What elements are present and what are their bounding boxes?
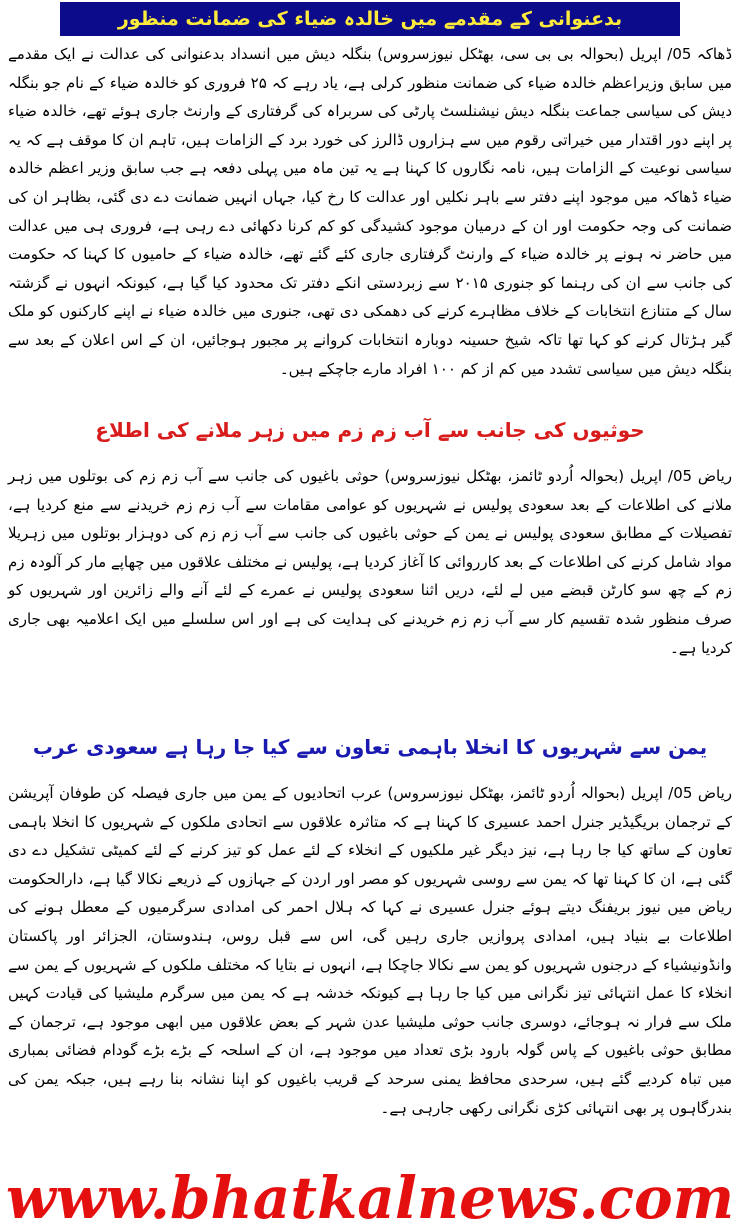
article-body-yemen: ریاض 05/ اپریل (بحوالہ اُردو ٹائمز، بھٹکل نیوزسروس) عرب اتحادیوں کے یمن میں جاری فیصلہ کن طوفان آپریشن کے ترجمان بریگیڈیر جنرل احمد عسیری کا کہنا ہے کہ متاثرہ علاقوں سے اتحادی ملکوں کے شہریوں کا انخلا باہمی تعاون کے ساتھ کیا جا رہا ہے، نیز دیگر غیر ملکیوں کے انخلاء کے لئے عمل کو تیز کرنے کے لئے کمیٹی تشکیل دے دی گئی ہے، ان کا کہنا تھا کہ یمن سے روسی شہریوں کو مصر اور اردن کے جہازوں کے ذریعے نکالا گیا ہے، دارالحکومت ریاض میں نیوز بریفنگ دیتے ہوئے جنرل عسیری نے کہا کہ ہلال احمر کی امدادی سرگرمیوں کے معطل ہونے کی اطلاعات بے بنیاد ہیں، امدادی پروازیں جاری رہیں گی، اس سے قبل روس، ہندوستان، الجزائر اور پاکستان وانڈونیشیاء کے درجنوں شہریوں کو یمن سے نکالا جاچکا ہے، انہوں نے بتایا کہ مختلف ملکوں کے شہریوں کے یمن سے انخلاء کا عمل انتہائی تیز نگرانی میں کیا جا رہا ہے کیونکہ خدشہ ہے کہ یمن میں سرگرم ملیشیا کی قیادت کہیں ملک سے فرار نہ ہوجائے، دوسری جانب حوثی ملیشیا عدن شہر کے بعض علاقوں میں ابھی موجود ہے، ترجمان کے مطابق حوثی باغیوں کے پاس گولہ بارود بڑی تعداد میں موجود ہے، ان کے اسلحہ کے بڑے بڑے گودام فضائی بمباری میں تباہ کردیے گئے ہیں، سرحدی محافظ یمنی سرحد کے قریب باغیوں کو اپنا نشانہ بنا رہے ہیں، جبکہ یمن کی بندرگاہوں پر بھی انتہائی کڑی نگرانی رکھی جارہی ہے۔ <box>8 784 732 1117</box>
article-body-zamzam: ریاض 05/ اپریل (بحوالہ اُردو ٹائمز، بھٹکل نیوزسروس) حوثی باغیوں کی جانب سے آب زم زم کی بوتلوں میں زہر ملانے کی اطلاعات کے بعد سعودی پولیس نے شہریوں کو عوامی مقامات سے آب زم زم خریدنے سے منع کردیا ہے، تفصیلات کے مطابق سعودی پولیس نے یمن کے حوثی باغیوں کی جانب سے آب زم زم کی دوہزار بوتلوں میں زہریلا مواد شامل کرنے کی اطلاعات کے بعد کارروائی کا آغاز کردیا ہے، پولیس نے مختلف علاقوں میں چھاپے مار کر آلودہ زم زم کے چھ سو کارٹن قبضے میں لے لئے، دریں اثنا سعودی پولیس نے عمرے کے لئے آنے والے زائرین اور شہریوں کو صرف منظور شدہ تقسیم کار سے آب زم زم خریدنے کی ہدایت کی ہے اور اس سلسلے میں ایک اعلامیہ بھی جاری کردیا ہے۔ <box>8 467 732 657</box>
website-url[interactable]: www.bhatkalnews.com <box>5 1164 735 1232</box>
article-body-khaleda-zia: ڈھاکہ 05/ اپریل (بحوالہ بی بی سی، بھٹکل نیوزسروس) بنگلہ دیش میں انسداد بدعنوانی کی عدالت نے ایک مقدمے میں سابق وزیراعظم خالدہ ضیاء کی ضمانت منظور کرلی ہے، یاد رہے کہ ۲۵ فروری کو خالدہ ضیاء کے نام جو بنگلہ دیش کی سیاسی جماعت بنگلہ دیش نیشنلسٹ پارٹی کی سربراہ کی گرفتاری کے وارنٹ جاری ہوئے تھے، خالدہ ضیاء پر اپنے دور اقتدار میں خیراتی رقوم میں سے ہزاروں ڈالرز کی خورد برد کے الزامات ہیں، تاہم ان کا موقف ہے کہ یہ سیاسی نوعیت کے الزامات ہیں، نامہ نگاروں کا کہنا ہے یہ تین ماہ میں پہلی دفعہ ہے جب سابق وزیر اعظم خالدہ ضیاء ڈھاکہ میں موجود اپنے دفتر سے باہر نکلیں اور عدالت کا رخ کیا، جہاں انہیں ضمانت دے دی گئی، بظاہر ان کی ضمانت کی وجہ حکومت اور ان کے درمیان موجود کشیدگی کو کم کرنا دکھائی دے رہی ہے، فروری ہی میں عدالت میں حاضر نہ ہونے پر خالدہ ضیاء کے وارنٹ گرفتاری جاری کئے گئے تھے، خالدہ ضیاء کے حامیوں کا کہنا کہ حکومت کی جانب سے ان کی رہنما کو جنوری ۲۰۱۵ سے زبردستی انکے دفتر تک محدود کیا گیا ہے، کیونکہ انہوں نے گزشتہ سال کے متنازع انتخابات کے خلاف مظاہرے کرنے کی دھمکی دی تھی، جنوری میں خالدہ ضیاء نے اپنے کارکنوں کو ملک گیر ہڑتال کرنے کو کہا تھا تاکہ شیخ حسینہ دوبارہ انتخابات کروانے پر مجبور ہوجائیں، ان کے اس اعلان کے بعد سے بنگلہ دیش میں سیاسی تشدد میں کم از کم ۱۰۰ افراد مارے جاچکے ہیں۔ <box>8 45 733 378</box>
headline-houthi-zamzam: حوثیوں کی جانب سے آب زم زم میں زہر ملانے کی اطلاع <box>95 418 645 442</box>
headline-yemen-evacuation: یمن سے شہریوں کا انخلا باہمی تعاون سے کیا جا رہا ہے سعودی عرب <box>32 735 708 759</box>
headline-banner: بدعنوانی کے مقدمے میں خالدہ ضیاء کی ضمانت منظور <box>60 2 680 36</box>
